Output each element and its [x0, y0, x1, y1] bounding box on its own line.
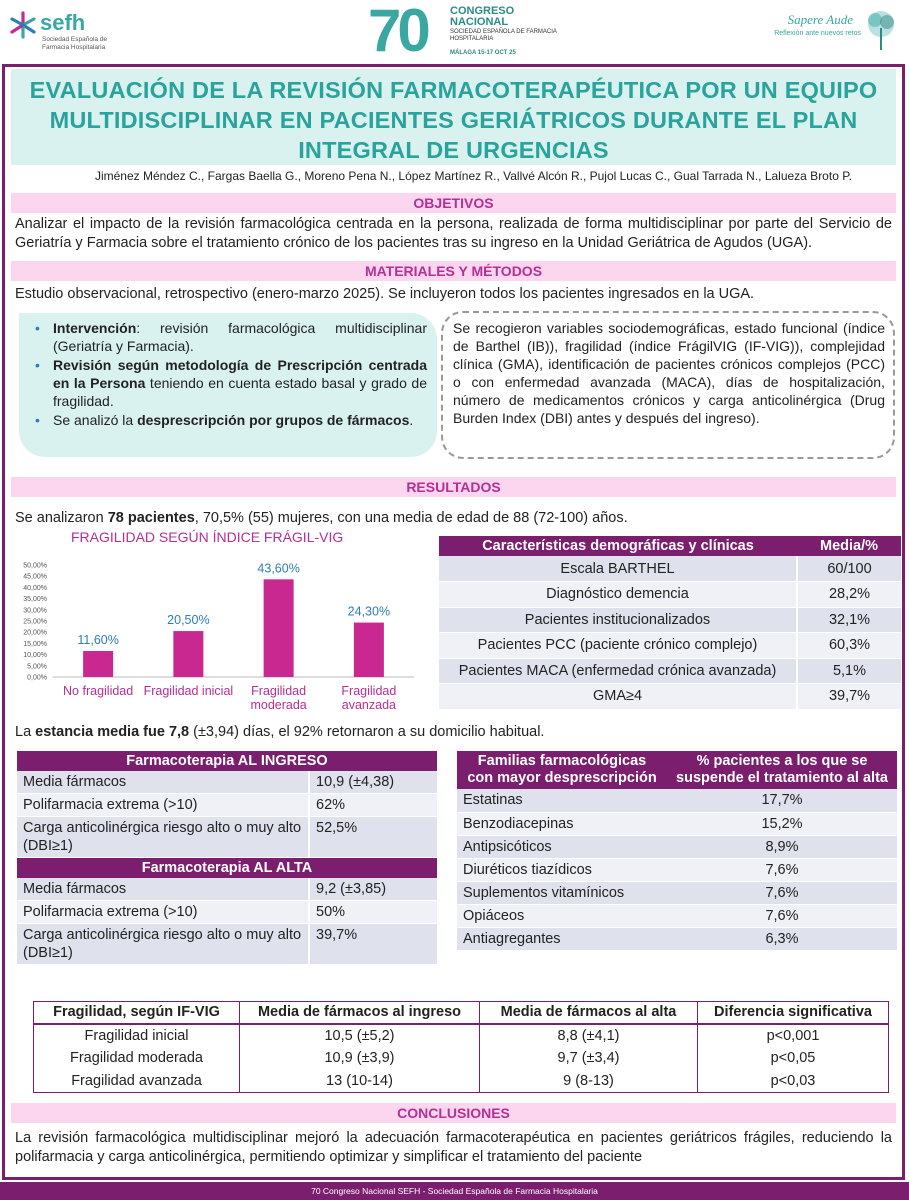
intervention-bullet — [29, 356, 427, 410]
demo-value: 60/100 — [797, 556, 901, 582]
bar-value-label: 11,60% — [77, 633, 119, 648]
frag-level: Fragilidad inicial — [84, 1027, 189, 1044]
x-category-label: Fragilidad — [251, 684, 307, 698]
pharma-value: 9,2 (±3,85) — [309, 878, 437, 901]
y-tick-label: 20,00% — [23, 629, 47, 637]
table-row — [439, 633, 901, 659]
frag-header-ingreso: Media de fármacos al ingreso — [240, 1002, 480, 1024]
pharma-value: 52,5% — [309, 817, 437, 858]
frag-level: Fragilidad avanzada — [71, 1072, 202, 1089]
frag-pvalue: p<0,001 — [698, 1024, 889, 1047]
poster-title: EVALUACIÓN DE LA REVISIÓN FARMACOTERAPÉUTICA POR UN EQUIPO MULTIDISCIPLINAR EN PACIENTES GERIÁTRICOS DURANTE EL PLAN INTEGRAL DE URGENCIAS — [29, 77, 878, 163]
table-row — [439, 607, 901, 633]
table-row — [17, 817, 437, 858]
intro-post: , 70,5% (55) mujeres, con una media de edad de 88 (72-100) años. — [194, 510, 628, 526]
bar — [173, 631, 203, 677]
demo-value: 5,1% — [797, 658, 901, 684]
frag-alta: 9 (8-13) — [480, 1070, 698, 1093]
pharma-label: Polifarmacia extrema (>10) — [17, 794, 309, 817]
congress-logo — [368, 0, 558, 64]
x-category-label: Fragilidad — [341, 684, 397, 698]
table-row — [17, 878, 437, 901]
family-percent: 15,2% — [667, 812, 897, 835]
ingreso-header: Farmacoterapia AL INGRESO — [17, 751, 437, 771]
congress-title-2: NACIONAL — [450, 16, 509, 28]
bullet-text: . — [409, 412, 414, 428]
pharma-label: Media fármacos — [17, 771, 309, 794]
demo-value: 60,3% — [797, 633, 901, 659]
chart-title: FRAGILIDAD SEGÚN ÍNDICE FRÁGIL-VIG — [71, 529, 344, 545]
variables-box: Se recogieron variables sociodemográficas, estado funcional (índice de Barthel (IB)), fragilidad (índice FrágilVIG (IF-VIG)), complejidad clínica (GMA), identificación de pacientes crónicos complejos (PCC) o con enfermedad avanzada (MACA), días de hospitalización, número de medicamentos crónicos y carga anticolinérgica (Drug Burden Index (DBI) antes y después del ingreso). — [441, 311, 895, 459]
table-row — [457, 858, 897, 881]
table-row — [17, 923, 437, 964]
table-row — [34, 1070, 889, 1093]
demo-characteristic: Diagnóstico demencia — [439, 582, 797, 608]
chart-svg — [9, 527, 429, 727]
x-category-label: No fragilidad — [63, 684, 134, 698]
y-tick-label: 15,00% — [23, 640, 47, 648]
frag-alta: 8,8 (±4,1) — [480, 1024, 698, 1047]
fragility-chart — [9, 527, 429, 727]
table-header-row — [17, 858, 437, 878]
table-row — [457, 789, 897, 812]
intervention-box — [19, 313, 437, 457]
bar-value-label: 20,50% — [167, 613, 210, 628]
estancia-text — [15, 723, 892, 742]
demo-header-value: Media/% — [797, 536, 901, 556]
table-row — [17, 900, 437, 923]
y-tick-label: 35,00% — [23, 596, 47, 604]
table-row — [457, 904, 897, 927]
pharma-value: 10,9 (±4,38) — [309, 771, 437, 794]
conclusiones-text: La revisión farmacológica multidisciplinar mejoró la adecuación farmacoterapéutica en pacientes geriátricos frágiles, reduciendo la polifarmacia y carga anticolinérgica, permitiendo optimizar y simplificar el tratamiento del paciente — [15, 1130, 892, 1165]
pharma-value: 50% — [309, 900, 437, 923]
family-percent: 17,7% — [667, 789, 897, 812]
estancia-bold: estancia media fue 7,8 — [35, 724, 190, 740]
pharma-label: Carga anticolinérgica riesgo alto o muy alto (DBI≥1) — [17, 817, 309, 858]
families-header-percent: % pacientes a los que se suspende el tratamiento al alta — [667, 751, 897, 789]
family-percent: 7,6% — [667, 858, 897, 881]
drug-families-table — [457, 751, 897, 951]
demo-characteristic: GMA≥4 — [439, 684, 797, 710]
motto-logo — [751, 8, 901, 58]
table-row — [457, 927, 897, 950]
intervention-list — [29, 319, 427, 429]
x-category-label: avanzada — [341, 698, 396, 712]
congress-title-1: CONGRESO — [450, 5, 515, 17]
pharma-label: Media fármacos — [17, 878, 309, 901]
frag-pvalue: p<0,03 — [698, 1070, 889, 1093]
poster-frame — [2, 64, 905, 1180]
section-metodos: MATERIALES Y MÉTODOS — [11, 261, 896, 281]
demo-characteristic: Escala BARTHEL — [439, 556, 797, 582]
y-tick-label: 30,00% — [23, 607, 47, 615]
table-row — [34, 1047, 889, 1070]
demo-value: 28,2% — [797, 582, 901, 608]
footer: 70 Congreso Nacional SEFH - Sociedad Española de Farmacia Hospitalaria — [0, 1182, 909, 1200]
pharmacotherapy-table — [17, 751, 437, 965]
family-name: Antipsicóticos — [457, 835, 667, 858]
bullet-pre: Se analizó la — [53, 412, 138, 428]
family-name: Estatinas — [457, 789, 667, 812]
section-conclusiones: CONCLUSIONES — [11, 1103, 896, 1123]
family-percent: 7,6% — [667, 904, 897, 927]
demo-characteristic: Pacientes MACA (enfermedad crónica avanzada) — [439, 658, 797, 684]
family-percent: 8,9% — [667, 835, 897, 858]
y-tick-label: 10,00% — [23, 652, 47, 660]
metodos-text: Estudio observacional, retrospectivo (enero-marzo 2025). Se incluyeron todos los pacientes ingresados en la UGA. — [15, 286, 755, 302]
sefh-name: sefh — [40, 10, 86, 35]
frag-alta: 9,7 (±3,4) — [480, 1047, 698, 1070]
table-row — [457, 881, 897, 904]
y-tick-label: 50,00% — [23, 562, 47, 570]
frag-ingreso: 13 (10-14) — [240, 1070, 480, 1093]
sefh-subtitle: Sociedad Española de Farmacia Hospitalaria — [42, 36, 108, 51]
family-name: Opiáceos — [457, 904, 667, 927]
congress-title — [450, 6, 514, 28]
sefh-logo — [8, 6, 118, 56]
frag-header-diff: Diferencia significativa — [698, 1002, 889, 1024]
family-name: Diuréticos tiazídicos — [457, 858, 667, 881]
family-percent: 7,6% — [667, 881, 897, 904]
intro-bold: 78 pacientes — [107, 510, 195, 526]
table-row — [439, 684, 901, 710]
table-header-row — [17, 751, 437, 771]
x-category-label: moderada — [250, 698, 307, 712]
tree-icon — [861, 8, 901, 54]
bullet-bold: Intervención — [53, 320, 137, 336]
frag-ingreso: 10,5 (±5,2) — [240, 1024, 480, 1047]
family-name: Suplementos vitamínicos — [457, 881, 667, 904]
poster-header — [0, 0, 909, 62]
congress-number: 70 — [368, 0, 427, 64]
bar — [264, 579, 294, 677]
table-row — [439, 658, 901, 684]
pharma-value: 39,7% — [309, 923, 437, 964]
congress-date: MÁLAGA 15-17 OCT 25 — [450, 50, 516, 56]
table-row — [439, 582, 901, 608]
intervention-bullet — [29, 319, 427, 355]
resultados-intro — [15, 509, 892, 528]
frag-level: Fragilidad moderada — [70, 1050, 203, 1066]
congress-subtitle: SOCIEDAD ESPAÑOLA DE FARMACIA HOSPITALARIA — [450, 29, 557, 42]
table-row — [439, 556, 901, 582]
estancia-pre: La — [15, 724, 36, 740]
table-row — [457, 812, 897, 835]
demo-header-characteristic: Características demográficas y clínicas — [439, 536, 797, 556]
fragility-drugs-table — [33, 1001, 889, 1093]
bullet-text: : revisión farmacológica multidisciplinar (Geriatría y Farmacia). — [53, 320, 427, 354]
table-row — [17, 771, 437, 794]
bullet-text: teniendo en cuenta estado basal y grado de fragilidad. — [53, 375, 427, 409]
demo-characteristic: Pacientes institucionalizados — [439, 607, 797, 633]
family-percent: 6,3% — [667, 927, 897, 950]
intro-pre: Se analizaron — [15, 510, 108, 526]
section-resultados: RESULTADOS — [11, 477, 896, 497]
motto: Sapere Aude — [787, 12, 853, 27]
sefh-flower-icon — [8, 10, 38, 40]
y-tick-label: 0,00% — [27, 674, 47, 682]
table-row — [34, 1024, 889, 1047]
bar-value-label: 43,60% — [257, 561, 300, 576]
frag-pvalue: p<0,05 — [698, 1047, 889, 1070]
bar — [83, 651, 113, 677]
family-name: Benzodiacepinas — [457, 812, 667, 835]
pharma-label: Polifarmacia extrema (>10) — [17, 900, 309, 923]
demographics-table — [439, 536, 901, 710]
frag-header-fragility: Fragilidad, según IF-VIG — [34, 1002, 240, 1024]
frag-header-alta: Media de fármacos al alta — [480, 1002, 698, 1024]
demo-value: 32,1% — [797, 607, 901, 633]
families-header-family: Familias farmacológicas con mayor desprescripción — [457, 751, 667, 789]
objetivos-text: Analizar el impacto de la revisión farmacológica centrada en la persona, realizada de forma multidisciplinar por parte del Servicio de Geriatría y Farmacia sobre el tratamiento crónico de los pacientes tras su ingreso en la Unidad Geriátrica de Agudos (UGA). — [15, 216, 892, 251]
table-row — [457, 835, 897, 858]
intervention-bullet — [29, 411, 427, 429]
frag-ingreso: 10,9 (±3,9) — [240, 1047, 480, 1070]
motto-subtitle: Reflexión ante nuevos retos — [774, 30, 861, 37]
estancia-post: (±3,94) días, el 92% retornaron a su domicilio habitual. — [189, 724, 545, 740]
pharma-label: Carga anticolinérgica riesgo alto o muy alto (DBI≥1) — [17, 923, 309, 964]
table-row — [17, 794, 437, 817]
pharma-value: 62% — [309, 794, 437, 817]
y-tick-label: 5,00% — [27, 663, 47, 671]
title-box — [11, 69, 896, 165]
y-tick-label: 45,00% — [23, 573, 47, 581]
bar-value-label: 24,30% — [347, 604, 391, 619]
section-objetivos: OBJETIVOS — [11, 193, 896, 213]
alta-header: Farmacoterapia AL ALTA — [17, 858, 437, 878]
bullet-bold: desprescripción por grupos de fármacos — [137, 412, 410, 428]
y-tick-label: 40,00% — [23, 584, 47, 592]
demo-characteristic: Pacientes PCC (paciente crónico complejo) — [439, 633, 797, 659]
bar — [354, 623, 384, 677]
demo-value: 39,7% — [797, 684, 901, 710]
authors: Jiménez Méndez C., Fargas Baella G., Moreno Pena N., López Martínez R., Vallvé Alcón R., Pujol Lucas C., Gual Tarrada N., Lalueza Broto P. — [94, 169, 852, 183]
x-category-label: Fragilidad inicial — [143, 684, 234, 698]
y-tick-label: 25,00% — [23, 618, 47, 626]
bullet-bold: Revisión según metodología de Prescripción centrada en la Persona — [53, 357, 427, 391]
family-name: Antiagregantes — [457, 927, 667, 950]
